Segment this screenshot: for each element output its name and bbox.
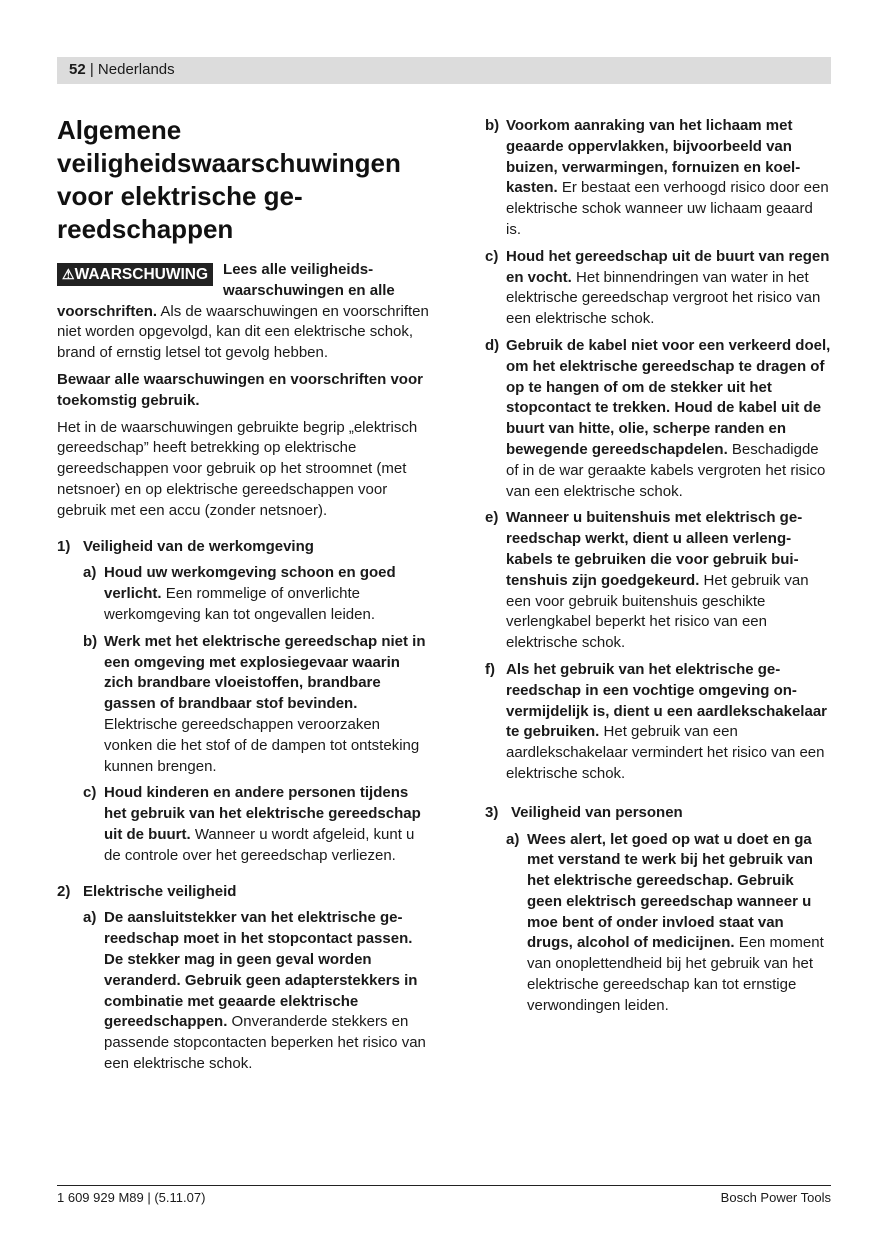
item-text: Het gebruik van een aardlekschakelaar vermindert het risico van een elektrische schok. bbox=[506, 723, 825, 782]
section-heading bbox=[57, 537, 431, 558]
page-footer bbox=[57, 1185, 831, 1209]
page-header bbox=[57, 57, 831, 84]
section-heading bbox=[57, 882, 431, 903]
list-item bbox=[485, 830, 831, 1017]
left-column bbox=[57, 114, 431, 1081]
item-bold: Houd uw werkomgeving schoon en goed verlicht. bbox=[104, 564, 396, 603]
item-bold: Werk met het elektrische gereedschap niet in een omgeving met explosiegevaar waarin zich brandbare vloeistoffen, brandbare gassen of brandbaar stof bevinden. bbox=[104, 632, 426, 713]
section-title: Elektrische veiligheid bbox=[83, 882, 237, 900]
item-text: Het gebruik van een voor gebruik buitenshuis geschikte verlengkabel beperkt het risico van een elektrische schok. bbox=[506, 571, 809, 652]
item-letter: c) bbox=[485, 247, 499, 265]
item-bold: Voorkom aanraking van het lichaam met geaarde oppervlakken, bijvoorbeeld van buizen, verwarmingen, fornuizen en koelkasten. bbox=[506, 117, 801, 197]
warning-bold: Lees alle veiligheidswaarschuwingen en alle voorschriften. bbox=[57, 261, 395, 320]
right-column bbox=[485, 116, 831, 1023]
item-text: Wanneer u wordt afgeleid, kunt u de controle over het gereedschap verliezen. bbox=[104, 825, 415, 864]
language: Nederlands bbox=[97, 61, 175, 78]
item-bold: Houd kinderen en andere personen tijdens het gebruik van het elektrische gereedschap uit de buurt. bbox=[104, 784, 421, 843]
item-bold: Houd het gereedschap uit de buurt van regen en vocht. bbox=[506, 247, 830, 286]
list-item bbox=[485, 247, 831, 330]
page-title: Algemene veiligheidswaarschuwingen voor elektrische gereedschappen bbox=[57, 115, 401, 244]
list-item bbox=[57, 908, 431, 1074]
item-text: Onveranderde stekkers en passende stopcontacten beperken het risico van een elektrische schok. bbox=[104, 1013, 426, 1072]
list-item bbox=[485, 116, 831, 241]
item-letter: a) bbox=[83, 564, 97, 582]
item-bold: Wanneer u buitenshuis met elektrisch gereedschap werkt, dient u alleen verlengkabels te gebruiken die voor gebruik buitenshuis zijn goedgekeurd. bbox=[506, 509, 803, 589]
list-item bbox=[57, 563, 431, 625]
item-letter: a) bbox=[83, 909, 97, 927]
item-text: Het binnendringen van water in het elektrische gereedschap vergroot het risico van een elektrische schok. bbox=[506, 268, 821, 328]
item-letter: c) bbox=[83, 784, 97, 802]
list-item bbox=[485, 660, 831, 785]
list-item bbox=[57, 783, 431, 866]
warning-paragraph bbox=[57, 260, 431, 364]
separator: | bbox=[85, 61, 98, 78]
item-bold: Wees alert, let goed op wat u doet en ga met verstand te werk bij het gebruik van het elektrische gereedschap. Gebruik geen elektrisch gereedschap wanneer u moe bent of onder invloed staat van drugs, alcohol of medicijnen. bbox=[527, 830, 813, 952]
warning-text: Als de waarschuwingen en voorschriften niet worden opgevolgd, kan dit een elektrische schok, brand of ernstig letsel tot gevolg hebben. bbox=[57, 302, 429, 362]
item-letter: f) bbox=[485, 660, 495, 678]
item-text: Elektrische gereedschappen veroorzaken vonken die het stof of de dampen tot ontsteking kunnen brengen. bbox=[104, 715, 420, 775]
page-number: 52 bbox=[69, 61, 86, 78]
section-title: Veiligheid van personen bbox=[511, 803, 683, 821]
item-text: Er bestaat een verhoogd risico door een elektrische schok wanneer uw lichaam geaard is. bbox=[506, 179, 829, 238]
item-bold: Als het gebruik van het elektrische gereedschap in een vochtige omgeving onvermijdelijk is, dient u een aardlekschakelaar te gebruiken. bbox=[506, 660, 827, 741]
item-bold: Gebruik de kabel niet voor een verkeerd doel, om het elektrische gereedschap te dragen of op te hangen of om de stekker uit het stopcontact te trekken. Houd de kabel uit de buurt van hitte, olie, scherpe randen en bewegende gereedschapdelen. bbox=[506, 336, 831, 458]
section-number: 3) bbox=[485, 803, 499, 821]
section-number: 1) bbox=[57, 537, 71, 555]
list-item bbox=[485, 508, 831, 654]
item-text: Een rommelige of onverlichte werkomgeving kan tot ongevallen leiden. bbox=[104, 585, 376, 623]
list-item bbox=[57, 632, 431, 778]
item-bold: De aansluitstekker van het elektrische gereedschap moet in het stopcontact passen. De stekker mag in geen geval worden veranderd. Gebruik geen adapterstekkers in combinatie met geaarde elektrische gereedschappen. bbox=[104, 909, 418, 1031]
section-number: 2) bbox=[57, 882, 71, 900]
item-text: Beschadigde of in de war geraakte kabels vergroten het risico van een elektrische schok. bbox=[506, 440, 826, 500]
keep-instructions: Bewaar alle waarschuwingen en voorschriften voor toekomstig gebruik. bbox=[57, 370, 423, 409]
publisher: Bosch Power Tools bbox=[720, 1190, 831, 1205]
item-letter: a) bbox=[506, 830, 520, 848]
item-letter: b) bbox=[485, 117, 500, 134]
item-letter: e) bbox=[485, 509, 499, 527]
item-letter: d) bbox=[485, 336, 500, 354]
section-title: Veiligheid van de werkomgeving bbox=[83, 537, 314, 555]
item-letter: b) bbox=[83, 632, 98, 650]
warning-label: WAARSCHUWING bbox=[74, 266, 209, 283]
warning-badge bbox=[57, 263, 213, 286]
item-text: Een moment van onoplettendheid bij het gebruik van het elektrische gereedschap kan tot ernstige verwondingen leiden. bbox=[527, 934, 824, 1014]
intro: Het in de waarschuwingen gebruikte begrip „elektrisch gereedschap” heeft betrekking op elektrische gereedschappen voor gebruik op het stroomnet (met netsnoer) en op elektrische gereedschappen voor gebruik met een accu (zonder netsnoer). bbox=[57, 418, 418, 519]
list-item bbox=[485, 336, 831, 502]
warning-triangle-icon: ⚠ bbox=[62, 266, 75, 282]
document-number: 1 609 929 M89 | (5.11.07) bbox=[57, 1190, 206, 1205]
section-heading bbox=[485, 803, 831, 824]
